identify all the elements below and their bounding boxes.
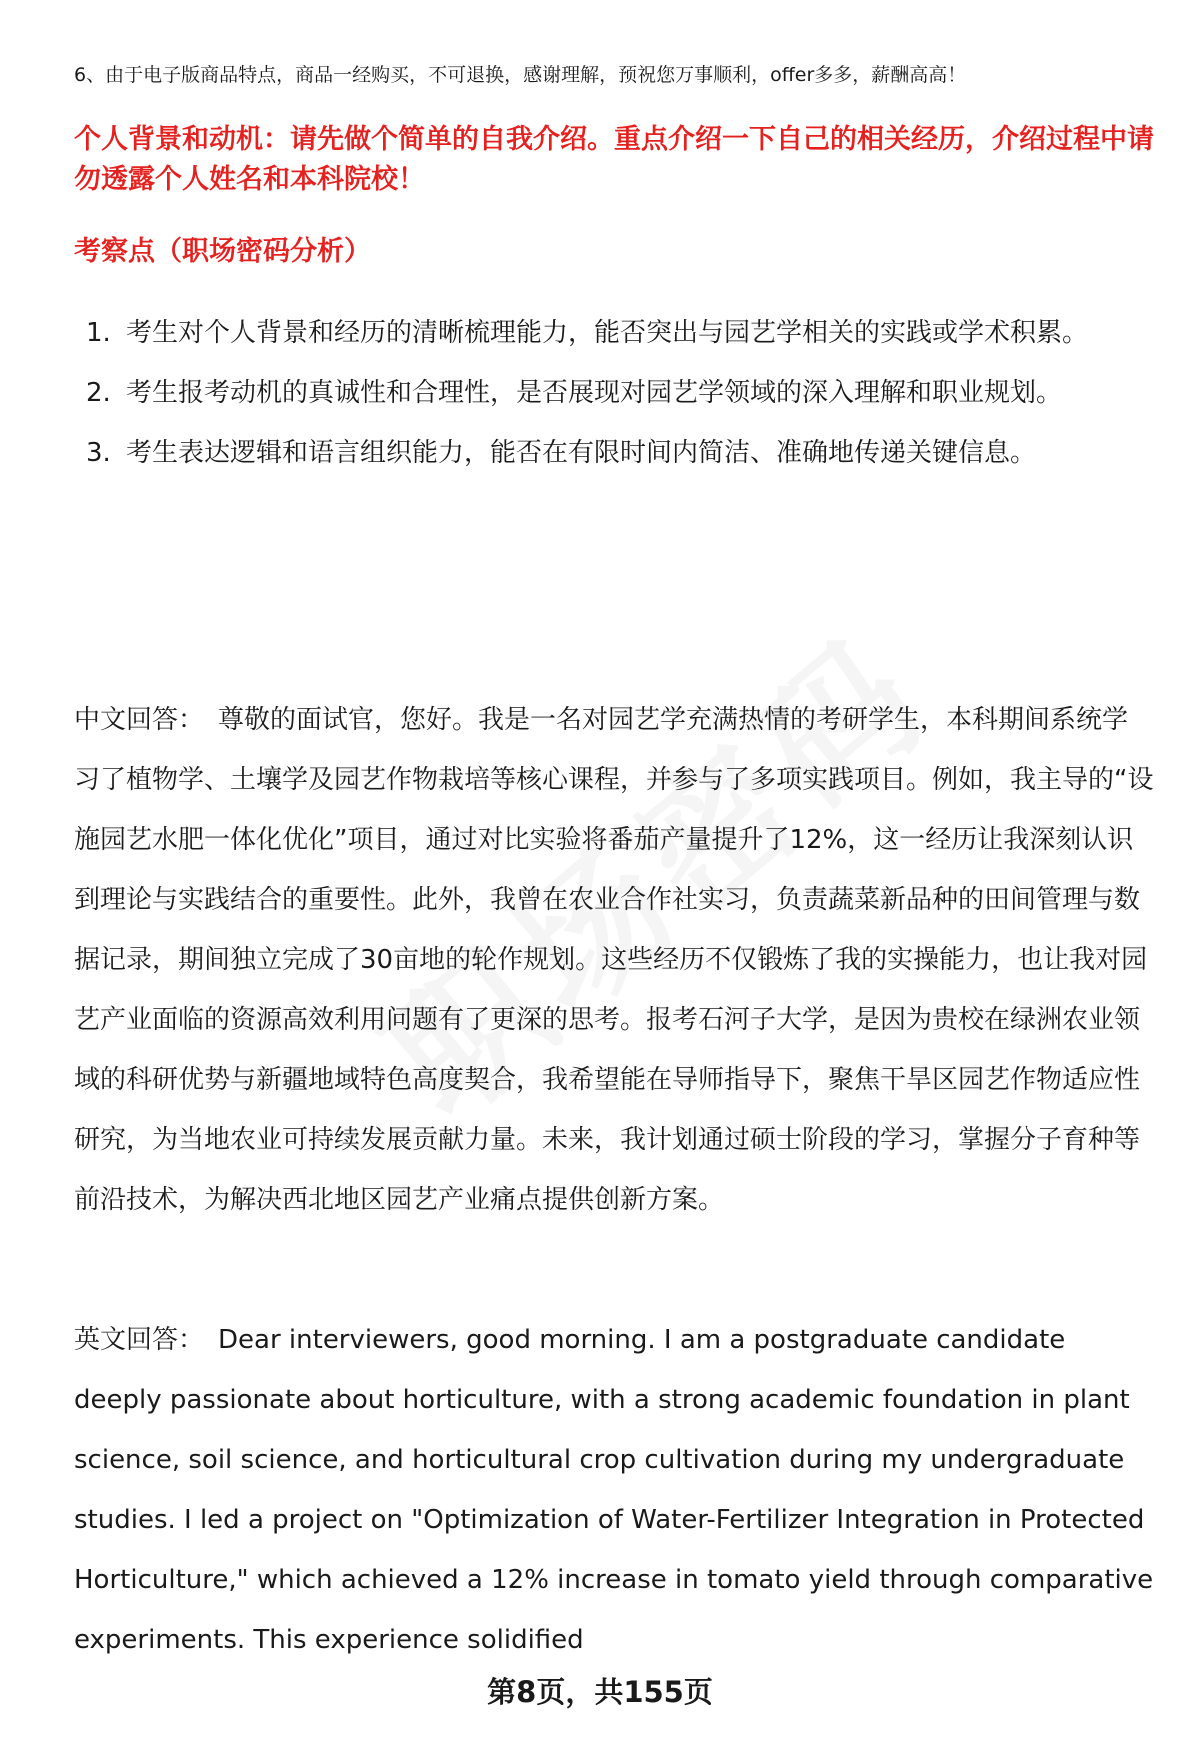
list-number: 3. [86,438,111,468]
chinese-answer-label: 中文回答： [74,705,205,735]
list-number: 2. [86,378,111,408]
section-heading: 考察点（职场密码分析） [74,236,371,267]
chinese-answer [74,690,1154,1230]
question-heading: 个人背景和动机：请先做个简单的自我介绍。重点介绍一下自己的相关经历，介绍过程中请勿透露个人姓名和本科院校！ [74,124,1154,195]
english-answer-label: 英文回答： [74,1325,205,1355]
page-number: 第8页，共155页 [487,1675,713,1709]
english-answer-text: Dear interviewers, good morning. I am a postgraduate candidate deeply passionate about horticulture, with a strong academic foundation in plant science, soil science, and horticultural crop cultivation during my undergraduate studies. I led a project on "Optimization of Water-Fertilizer Integration in Protected Horticulture," which achieved a 12% increase in tomato yield through comparative experiments. This experience solidified [74,1325,1154,1655]
list-item [74,363,1154,423]
list-item [74,423,1154,483]
list-text: 考生对个人背景和经历的清晰梳理能力，能否突出与园艺学相关的实践或学术积累。 [126,318,1089,348]
assessment-points-list [74,303,1154,483]
list-text: 考生报考动机的真诚性和合理性，是否展现对园艺学领域的深入理解和职业规划。 [126,378,1063,408]
chinese-answer-text: 尊敬的面试官，您好。我是一名对园艺学充满热情的考研学生，本科期间系统学习了植物学、土壤学及园艺作物栽培等核心课程，并参与了多项实践项目。例如，我主导的“设施园艺水肥一体化优化”项目，通过对比实验将番茄产量提升了12%，这一经历让我深刻认识到理论与实践结合的重要性。此外，我曾在农业合作社实习，负责蔬菜新品种的田间管理与数据记录，期间独立完成了30亩地的轮作规划。这些经历不仅锻炼了我的实操能力，也让我对园艺产业面临的资源高效利用问题有了更深的思考。报考石河子大学，是因为贵校在绿洲农业领域的科研优势与新疆地域特色高度契合，我希望能在导师指导下，聚焦干旱区园艺作物适应性研究，为当地农业可持续发展贡献力量。未来，我计划通过硕士阶段的学习，掌握分子育种等前沿技术，为解决西北地区园艺产业痛点提供创新方案。 [74,705,1154,1215]
english-answer [74,1310,1154,1670]
purchase-notice: 6、由于电子版商品特点，商品一经购买，不可退换，感谢理解，预祝您万事顺利，offer多多，薪酬高高！ [74,64,967,86]
list-text: 考生表达逻辑和语言组织能力，能否在有限时间内简洁、准确地传递关键信息。 [126,438,1037,468]
list-number: 1. [86,318,111,348]
list-item [74,303,1154,363]
